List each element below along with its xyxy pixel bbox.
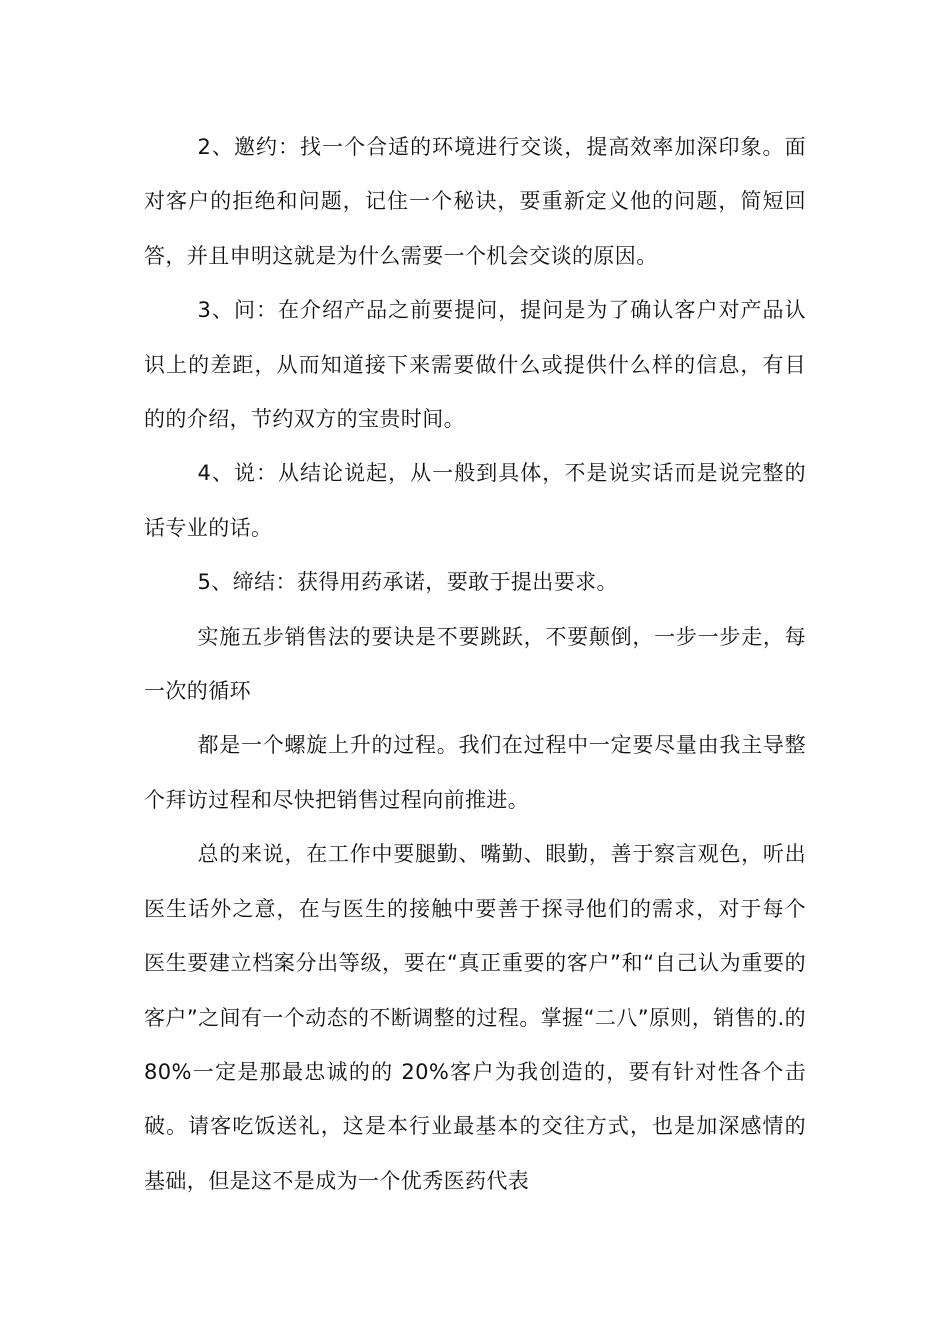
text-line: 都是一个螺旋上升的过程。我们在过程中一定要尽量由我主导 [197,733,785,758]
text-line: 实施五步销售法的要诀是不要跳跃，不要颠倒，一步一步走， [197,624,785,649]
paragraph-five-step-key [144,610,806,719]
text-line: 出医生话外之意，在与医生的接触中要善于探寻他们的需求，对于 [144,842,806,921]
text-line: 往方式，也是加深感情的基础，但是这不是成为一个优秀医药代表 [144,1114,806,1193]
text-line: 面对客户的拒绝和问题，记住一个秘诀，要重新定义他的问题，简 [144,135,806,214]
paragraph-close [144,555,806,609]
text-line: 3、问：在介绍产品之前要提问，提问是为了确认客户对产品 [197,298,785,323]
text-line: 认识上的差距，从而知道接下来需要做什么或提供什么样的信息， [144,298,806,377]
paragraph-ask [144,283,806,446]
paragraph-spiral-process [144,718,806,827]
text-line: 每一次的循环 [144,624,806,704]
text-line: 的，要有针对性各个击破。请客吃饭送礼，这是本行业最基本的交 [144,1059,807,1139]
text-line: 短回答，并且申明这就是为什么需要一个机会交谈的原因。 [144,189,806,268]
text-line: 总的来说，在工作中要腿勤、嘴勤、眼勤，善于察言观色，听 [197,842,785,867]
text-line: 认为重要的客户”之间有一个动态的不断调整的过程。掌握“二 [144,951,807,1030]
text-line: 有目的的介绍，节约双方的宝贵时间。 [144,352,806,432]
text-line: 每个医生要建立档案分出等级，要在“真正重要的客户”和“自己 [144,896,806,976]
text-line: 八”原则，销售的.的 80%一定是那最忠诚的的 20%客户为我创造 [144,1005,806,1084]
paragraph-speak [144,446,806,555]
text-line: 整个拜访过程和尽快把销售过程向前推进。 [144,733,806,812]
text-line: 2、邀约：找一个合适的环境进行交谈，提高效率加深印象。 [197,135,785,159]
document-body [144,120,806,1208]
paragraph-summary [144,827,806,1208]
text-line: 4、说：从结论说起，从一般到具体，不是说实话而是说完整 [197,461,785,486]
text-line: 的话专业的话。 [144,461,806,540]
text-line: 5、缔结：获得用药承诺，要敢于提出要求。 [197,570,618,595]
paragraph-invitation [144,120,806,283]
